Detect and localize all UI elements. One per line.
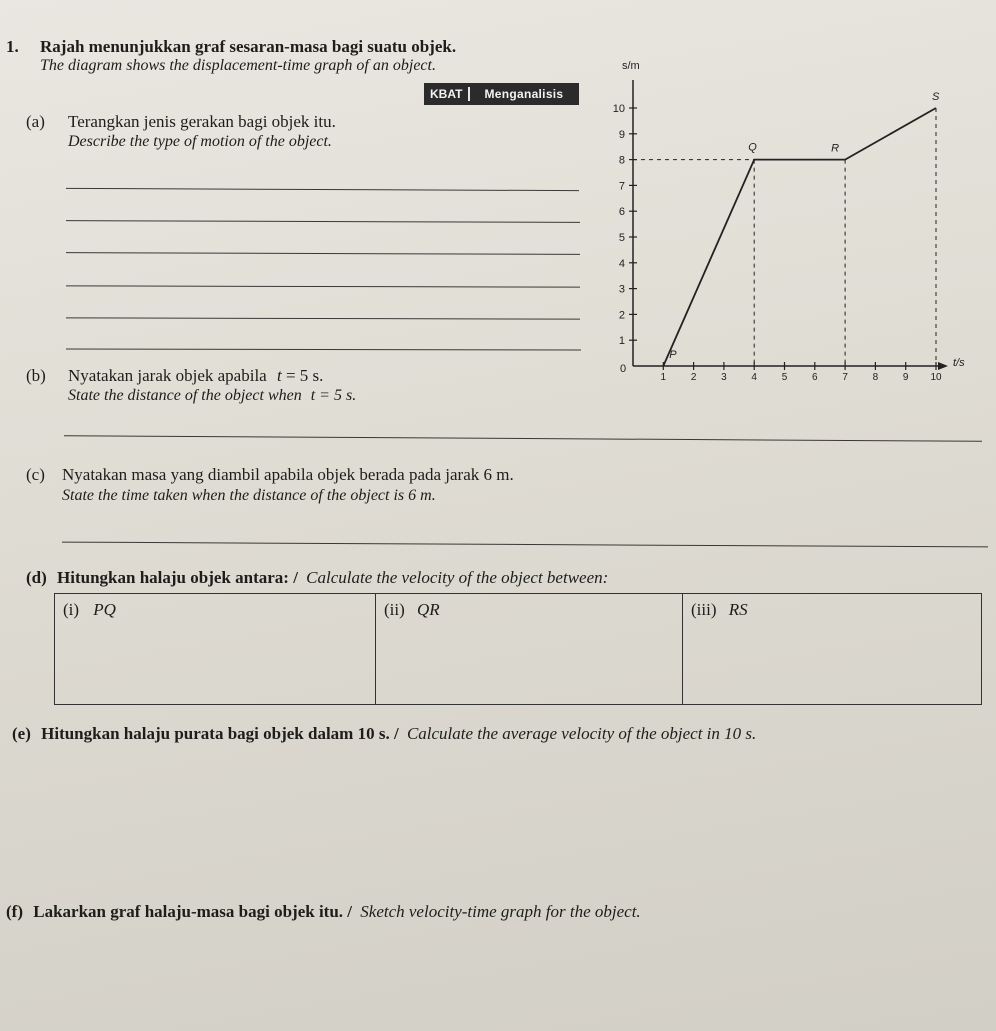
part-d-ms: Hitungkan halaju objek antara: / (57, 568, 298, 587)
part-b-ms-text: Nyatakan jarak objek apabila (68, 366, 267, 385)
point-label-r: R (831, 142, 840, 155)
x-tick-label: 5 (781, 372, 788, 383)
x-tick-label: 1 (660, 372, 667, 383)
cell-number: (i) (63, 600, 80, 619)
kbat-skill: Menganalisis (484, 87, 564, 101)
x-tick-label: 10 (930, 372, 942, 383)
kbat-label: KBAT (424, 87, 470, 101)
answer-line (66, 317, 580, 319)
point-label-p: P (669, 349, 677, 361)
segment-label: RS (728, 600, 748, 619)
answer-cell-rs[interactable] (683, 594, 982, 705)
x-axis-arrow (938, 362, 948, 370)
time-variable: t (310, 387, 316, 404)
part-b-ms-value: = 5 s. (281, 366, 324, 385)
y-tick-label: 3 (618, 283, 625, 296)
displacement-time-graph (600, 52, 985, 392)
part-e-ms: Hitungkan halaju purata bagi objek dalam 10 s. / (41, 724, 399, 743)
part-e-label: (e) (12, 724, 31, 743)
part-f-label: (f) (6, 902, 23, 921)
x-tick-label: 6 (812, 372, 818, 383)
y-tick-label: 5 (618, 232, 625, 244)
answer-line (64, 435, 982, 442)
y-tick-label: 9 (618, 128, 625, 141)
part-d-line (26, 568, 608, 588)
y-tick-label: 6 (618, 206, 625, 219)
part-b-en-text: State the distance of the object when (68, 387, 302, 404)
answer-line (62, 542, 988, 548)
part-f-line (6, 902, 641, 922)
part-b-ms (68, 366, 323, 386)
point-label-s: S (932, 91, 940, 103)
x-tick-label: 3 (721, 372, 727, 383)
answer-cell-pq[interactable] (55, 594, 376, 705)
segment-label: QR (417, 600, 440, 619)
velocity-answer-table (54, 593, 982, 705)
part-b-en-value: = 5 s. (315, 387, 357, 404)
answer-line (66, 188, 579, 191)
part-b-label: (b) (26, 366, 46, 385)
answer-line (66, 285, 580, 287)
part-f-en: Sketch velocity-time graph for the object. (360, 902, 641, 921)
segment-label: PQ (93, 600, 116, 619)
part-f-ms: Lakarkan graf halaju-masa bagi objek itu. / (33, 902, 353, 921)
y-tick-label: 4 (618, 257, 625, 270)
part-e-line (12, 724, 756, 744)
part-c-en: State the time taken when the distance of the object is 6 m. (62, 487, 436, 504)
question-title-ms: Rajah menunjukkan graf sesaran-masa bagi suatu objek. (40, 37, 457, 56)
origin-label: 0 (620, 363, 627, 375)
time-variable: t (276, 366, 282, 385)
cell-number: (iii) (691, 600, 717, 619)
part-a-label: (a) (26, 112, 45, 131)
y-axis-label: s/m (622, 60, 640, 72)
answer-line (66, 252, 580, 255)
question-title-en: The diagram shows the displacement-time graph of an object. (40, 57, 436, 74)
x-tick-label: 8 (872, 372, 879, 383)
x-tick-label: 9 (902, 372, 909, 383)
question-number: 1. (6, 37, 19, 56)
y-tick-label: 10 (612, 103, 625, 115)
x-axis-label: t/s (953, 357, 965, 369)
x-tick-label: 2 (690, 372, 697, 383)
y-tick-label: 1 (618, 335, 625, 348)
part-d-label: (d) (26, 568, 47, 587)
x-tick-label: 7 (842, 372, 848, 383)
answer-line (66, 349, 581, 351)
x-tick-label: 4 (751, 372, 757, 383)
part-b-en (68, 387, 356, 405)
kbat-badge (424, 83, 579, 105)
part-c-label: (c) (26, 465, 45, 484)
y-tick-label: 7 (618, 180, 625, 193)
part-e-en: Calculate the average velocity of the object in 10 s. (406, 724, 757, 743)
part-d-en: Calculate the velocity of the object between: (306, 568, 609, 587)
y-tick-label: 2 (618, 309, 625, 322)
part-a-en: Describe the type of motion of the object. (68, 133, 332, 150)
answer-line (66, 220, 580, 223)
part-c-ms: Nyatakan masa yang diambil apabila objek berada pada jarak 6 m. (62, 465, 514, 484)
answer-cell-qr[interactable] (376, 594, 683, 705)
point-label-q: Q (748, 141, 757, 154)
part-a-ms: Terangkan jenis gerakan bagi objek itu. (68, 112, 336, 131)
cell-number: (ii) (384, 600, 405, 619)
displacement-line (663, 108, 936, 366)
y-tick-label: 8 (618, 154, 625, 167)
